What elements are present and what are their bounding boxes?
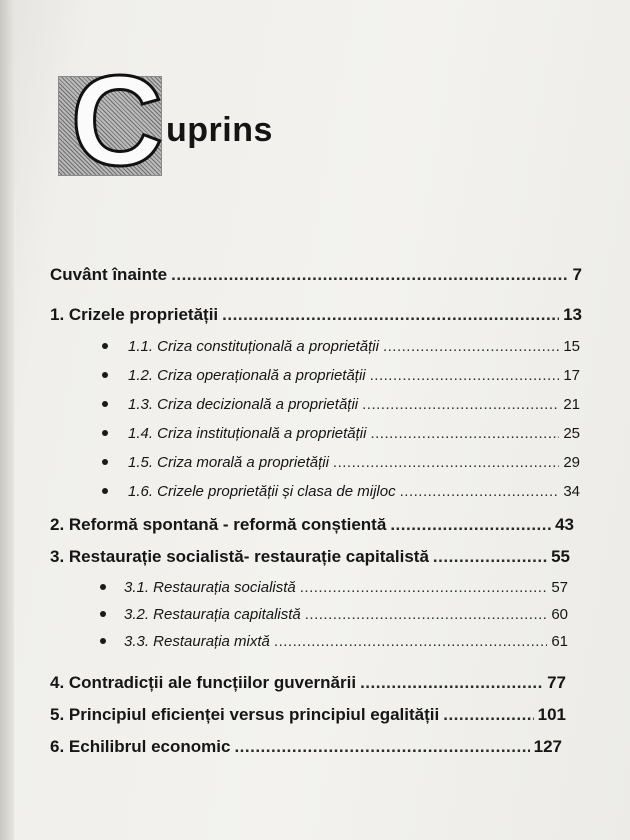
toc-entry-label: 2. Reformă spontană - reformă conștientă: [50, 515, 387, 534]
toc-entry-3-1[interactable]: [124, 577, 568, 599]
logo-letter-c: C: [70, 50, 164, 193]
dot-leader: [433, 546, 547, 568]
toc-entry-label: 3.3. Restaurația mixtă: [124, 633, 270, 650]
toc-entry-3-2[interactable]: [124, 604, 568, 626]
bullet-icon: [102, 459, 108, 465]
toc-entry-label: 1.1. Criza constituțională a proprietății: [128, 338, 379, 355]
toc-page-number: 29: [563, 454, 580, 471]
page-title: uprins: [166, 111, 273, 149]
bullet-icon: [100, 638, 106, 644]
toc-entry-label: 1.3. Criza decizională a proprietății: [128, 396, 359, 413]
toc-entry-chapter-3[interactable]: [50, 546, 570, 568]
dot-leader: [400, 481, 560, 503]
bullet-icon: [102, 401, 108, 407]
toc-page-number: 7: [572, 265, 582, 284]
toc-page-number: 57: [551, 579, 568, 596]
dot-leader: [362, 394, 559, 416]
toc-page-number: 25: [563, 425, 580, 442]
toc-entry-chapter-5[interactable]: [50, 704, 566, 726]
toc-page-number: 61: [551, 633, 568, 650]
dot-leader: [171, 264, 568, 286]
toc-entry-label: 1. Crizele proprietății: [50, 305, 219, 324]
toc-entry-label: 1.5. Criza morală a proprietății: [128, 454, 329, 471]
toc-entry-chapter-2[interactable]: [50, 514, 574, 536]
dot-leader: [305, 604, 548, 626]
bullet-icon: [102, 372, 108, 378]
toc-page-number: 15: [563, 338, 580, 355]
toc-entry-label: 3. Restaurație socialistă- restaurație capitalistă: [50, 547, 429, 566]
toc-page-number: 77: [547, 673, 566, 692]
toc-page-number: 34: [563, 483, 580, 500]
toc-entry-1-5[interactable]: [128, 452, 580, 474]
dot-leader: [443, 704, 533, 726]
toc-entry-label: 3.1. Restaurația socialistă: [124, 579, 296, 596]
toc-entry-label: 1.4. Criza instituțională a proprietății: [128, 425, 367, 442]
toc-entry-label: 5. Principiul eficienței versus principiul egalității: [50, 705, 440, 724]
toc-entry-label: 6. Echilibrul economic: [50, 737, 231, 756]
toc-page-number: 55: [551, 547, 570, 566]
toc-page-number: 43: [555, 515, 574, 534]
dot-leader: [383, 336, 559, 358]
dot-leader: [333, 452, 559, 474]
toc-entry-1-3[interactable]: [128, 394, 580, 416]
toc-page-number: 17: [563, 367, 580, 384]
bullet-icon: [100, 611, 106, 617]
toc-entry-label: 1.2. Criza operațională a proprietății: [128, 367, 366, 384]
bullet-icon: [102, 488, 108, 494]
bullet-icon: [102, 430, 108, 436]
toc-page-number: 60: [551, 606, 568, 623]
toc-entry-3-3[interactable]: [124, 631, 568, 653]
toc-page-number: 101: [537, 705, 566, 724]
dot-leader: [360, 672, 543, 694]
toc-entry-1-6[interactable]: [128, 481, 580, 503]
page-spine-shadow: [0, 0, 14, 840]
toc-entry-label: 4. Contradicții ale funcțiilor guvernării: [50, 673, 357, 692]
dot-leader: [300, 577, 548, 599]
toc-entry-chapter-4[interactable]: [50, 672, 566, 694]
toc-page-number: 13: [563, 305, 582, 324]
toc-entry-1-4[interactable]: [128, 423, 580, 445]
dot-leader: [370, 423, 559, 445]
bullet-icon: [100, 584, 106, 590]
dot-leader: [234, 736, 529, 758]
bullet-icon: [102, 343, 108, 349]
toc-entry-label: 3.2. Restaurația capitalistă: [124, 606, 301, 623]
toc-entry-1-1[interactable]: [128, 336, 580, 358]
toc-page-number: 127: [533, 737, 562, 756]
toc-entry-label: Cuvânt înainte: [50, 265, 168, 284]
toc-entry-label: 1.6. Crizele proprietății și clasa de mijloc: [128, 483, 396, 500]
toc-entry-chapter-1[interactable]: [50, 304, 582, 326]
toc-entry-chapter-6[interactable]: [50, 736, 562, 758]
dot-leader: [222, 304, 559, 326]
dot-leader: [390, 514, 551, 536]
toc-entry-1-2[interactable]: [128, 365, 580, 387]
toc-page-number: 21: [563, 396, 580, 413]
dot-leader: [370, 365, 560, 387]
toc-entry-intro[interactable]: [50, 264, 582, 286]
dot-leader: [274, 631, 547, 653]
